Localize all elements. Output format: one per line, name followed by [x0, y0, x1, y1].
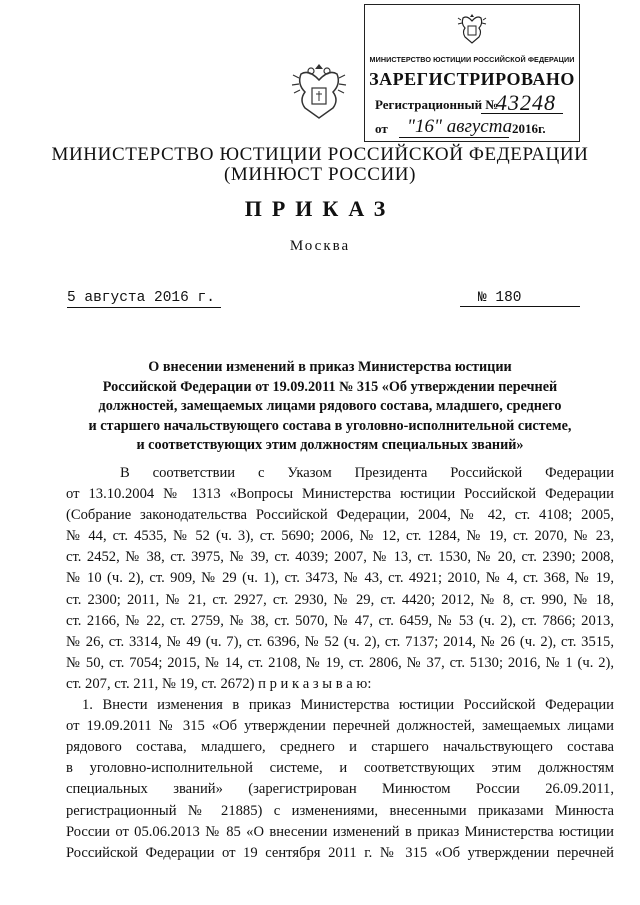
stamp-date-line — [375, 116, 546, 137]
body-line: России от 05.06.2013 № 85 «О внесении изменений в приказ Министерства юстиции — [66, 823, 614, 840]
stamp-reg-label: Регистрационный № — [375, 97, 499, 112]
heading-line: и соответствующих этим должностям специальных званий» — [136, 437, 524, 454]
body-line: ст. 2166, № 22, ст. 2759, № 38, ст. 5070, № 47, ст. 6459, № 53 (ч. 2), ст. 7866; 2013, — [66, 612, 614, 629]
body-line: № 50, ст. 7054; 2015, № 14, ст. 2108, № 19, ст. 2806, № 37, ст. 5130; 2016, № 1 (ч. 2), — [66, 654, 614, 671]
coat-of-arms-icon — [291, 60, 347, 124]
body-line: в уголовно-исполнительной системе, и соответствующих этим должностям — [66, 760, 614, 777]
body-line: (Собрание законодательства Российской Федерации, 2004, № 42, ст. 4108; 2005, — [66, 507, 614, 524]
body-line: регистрационный № 21885) с изменениями, внесенными приказами Минюста — [66, 802, 614, 819]
stamp-reg-number: 43248 — [496, 90, 556, 115]
stamp-date-year: 2016г. — [512, 121, 546, 136]
stamp-ministry-name: МИНИСТЕРСТВО ЮСТИЦИИ РОССИЙСКОЙ ФЕДЕРАЦИИ — [369, 55, 575, 64]
body-line: рядового состава, младшего, среднего и старшего начальствующего состава — [66, 739, 614, 756]
stamp-reg-underline — [481, 113, 563, 114]
ministry-title: МИНИСТЕРСТВО ЮСТИЦИИ РОССИЙСКОЙ ФЕДЕРАЦИИ — [51, 144, 589, 165]
body-line: 1. Внести изменения в приказ Министерства юстиции Российской Федерации — [82, 697, 614, 714]
document-body — [66, 463, 614, 864]
coat-of-arms-icon — [457, 11, 487, 47]
heading-line: должностей, замещаемых лицами рядового состава, младшего, среднего — [98, 398, 562, 415]
body-line: № 10 (ч. 2), ст. 909, № 29 (ч. 1), ст. 3473, № 43, ст. 4921; 2010, № 4, ст. 368, № 19, — [66, 570, 614, 587]
document-number: № 180 — [460, 290, 580, 307]
heading-line: Российской Федерации от 19.09.2011 № 315 «Об утверждении перечней — [102, 378, 558, 395]
document-heading — [60, 358, 600, 456]
stamp-registration-line — [375, 90, 556, 115]
ministry-short-title: (МИНЮСТ РОССИИ) — [223, 164, 417, 185]
stamp-date-underline — [399, 137, 509, 138]
stamp-date-handwritten: "16" августа — [407, 116, 513, 137]
document-city: Москва — [289, 238, 351, 254]
heading-line: и старшего начальствующего состава в уголовно-исполнительной системе, — [88, 417, 572, 434]
body-line: ст. 2452, № 38, ст. 3975, № 39, ст. 4039; 2007, № 13, ст. 1530, № 20, ст. 2390; 2008, — [66, 549, 614, 566]
body-line: № 44, ст. 4535, № 52 (ч. 3), ст. 5690; 2006, № 12, ст. 1284, № 19, ст. 2070, № 23, — [66, 528, 614, 545]
body-line: ст. 207, ст. 211, № 19, ст. 2672) п р и к а з ы в а ю: — [66, 675, 372, 692]
body-line: № 26, ст. 3314, № 49 (ч. 7), ст. 6396, № 52 (ч. 2), ст. 7137; 2014, № 26 (ч. 2), ст. 3515, — [66, 633, 614, 650]
body-line: ст. 2300; 2011, № 21, ст. 2927, ст. 2930, № 29, ст. 4420; 2012, № 8, ст. 990, № 18, — [66, 591, 614, 608]
stamp-date-prefix: от — [375, 121, 388, 136]
body-line: Российской Федерации от 19 сентября 2011 г. № 315 «Об утверждении перечней — [66, 844, 614, 861]
registration-stamp — [364, 4, 580, 142]
document-type: ПРИКАЗ — [244, 196, 396, 221]
heading-line: О внесении изменений в приказ Министерства юстиции — [148, 359, 512, 375]
body-line: В соответствии с Указом Президента Российской Федерации — [120, 465, 614, 481]
body-line: специальных званий» (зарегистрирован Минюстом России 26.09.2011, — [66, 781, 614, 798]
document-date: 5 августа 2016 г. — [67, 290, 221, 308]
body-line: от 19.09.2011 № 315 «Об утверждении перечней должностей, замещаемых лицами — [66, 718, 614, 735]
body-line: от 13.10.2004 № 1313 «Вопросы Министерства юстиции Российской Федерации — [66, 486, 614, 503]
stamp-registered-label: ЗАРЕГИСТРИРОВАНО — [369, 69, 575, 89]
